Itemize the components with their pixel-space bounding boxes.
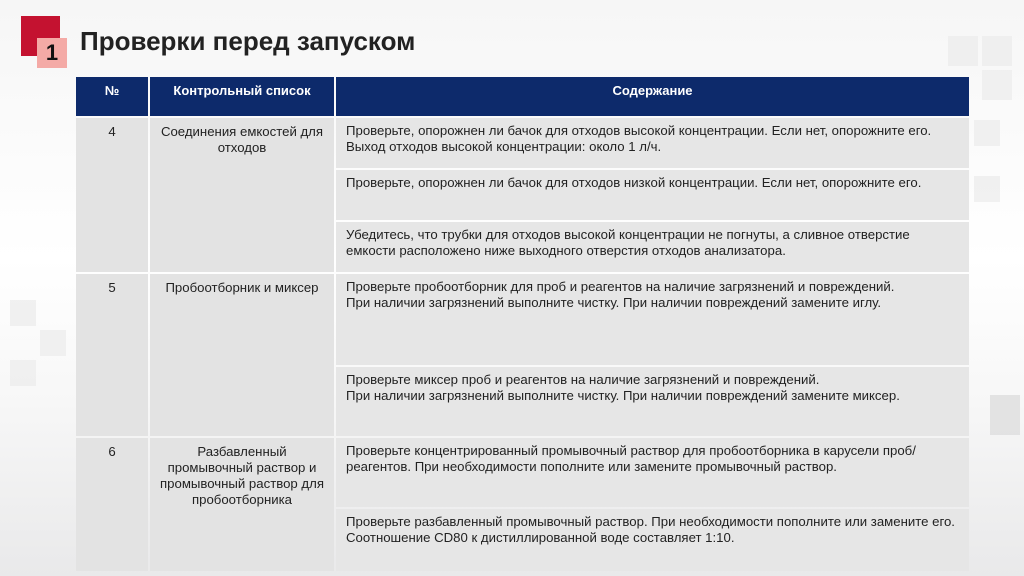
row-number: 6 <box>76 438 148 571</box>
content-text: Проверьте концентрированный промывочный раствор для пробоотборника в карусели проб/реагентов. При необходимости пополните или замените промывочный раствор. <box>346 443 916 474</box>
header-checklist: Контрольный список <box>150 77 334 116</box>
content-text: Проверьте, опорожнен ли бачок для отходов высокой концентрации. Если нет, опорожните его. Выход отходов высокой концентрации: около 1 л/ч. <box>346 123 932 154</box>
content-text: Проверьте разбавленный промывочный раствор. При необходимости пополните или замените его. Соотношение CD80 к дистиллированной воде составляет 1:10. <box>346 514 955 545</box>
background-decoration <box>982 36 1012 66</box>
content-text: Убедитесь, что трубки для отходов высокой концентрации не погнуты, а сливное отверстие емкости расположено ниже выходного отверстия отходов анализатора. <box>346 227 910 258</box>
table-row <box>76 118 969 168</box>
content-cell <box>336 118 969 168</box>
content-text: Проверьте миксер проб и реагентов на наличие загрязнений и повреждений. <box>346 372 820 387</box>
content-cell <box>336 367 969 436</box>
background-decoration <box>982 70 1012 100</box>
background-decoration <box>10 360 36 386</box>
content-cell <box>336 170 969 220</box>
background-decoration <box>974 120 1000 146</box>
background-decoration <box>40 330 66 356</box>
slide-number: 1 <box>45 40 59 65</box>
background-decoration <box>990 395 1020 435</box>
content-cell <box>336 509 969 571</box>
content-cell <box>336 222 969 272</box>
header-content: Содержание <box>336 77 969 116</box>
checklist-table <box>74 75 971 573</box>
background-decoration <box>10 300 36 326</box>
content-cell <box>336 438 969 507</box>
checklist-item: Соединения емкостей для отходов <box>150 118 334 272</box>
content-text: Проверьте, опорожнен ли бачок для отходов низкой концентрации. Если нет, опорожните его. <box>346 175 922 190</box>
content-cell <box>336 274 969 365</box>
page-title: Проверки перед запуском <box>80 26 416 56</box>
checklist-item: Разбавленный промывочный раствор и промывочный раствор для пробоотборника <box>150 438 334 571</box>
background-decoration <box>974 176 1000 202</box>
slide-number-badge <box>37 38 67 68</box>
table-row <box>76 274 969 365</box>
content-text: При наличии загрязнений выполните чистку. При наличии повреждений замените миксер. <box>346 388 900 403</box>
table-header-row <box>76 77 969 116</box>
row-number: 5 <box>76 274 148 436</box>
content-text: При наличии загрязнений выполните чистку. При наличии повреждений замените иглу. <box>346 295 882 310</box>
background-decoration <box>948 36 978 66</box>
header-number: № <box>76 77 148 116</box>
checklist-item: Пробоотборник и миксер <box>150 274 334 436</box>
row-number: 4 <box>76 118 148 272</box>
content-text: Проверьте пробоотборник для проб и реагентов на наличие загрязнений и повреждений. <box>346 279 895 294</box>
table-row <box>76 438 969 507</box>
